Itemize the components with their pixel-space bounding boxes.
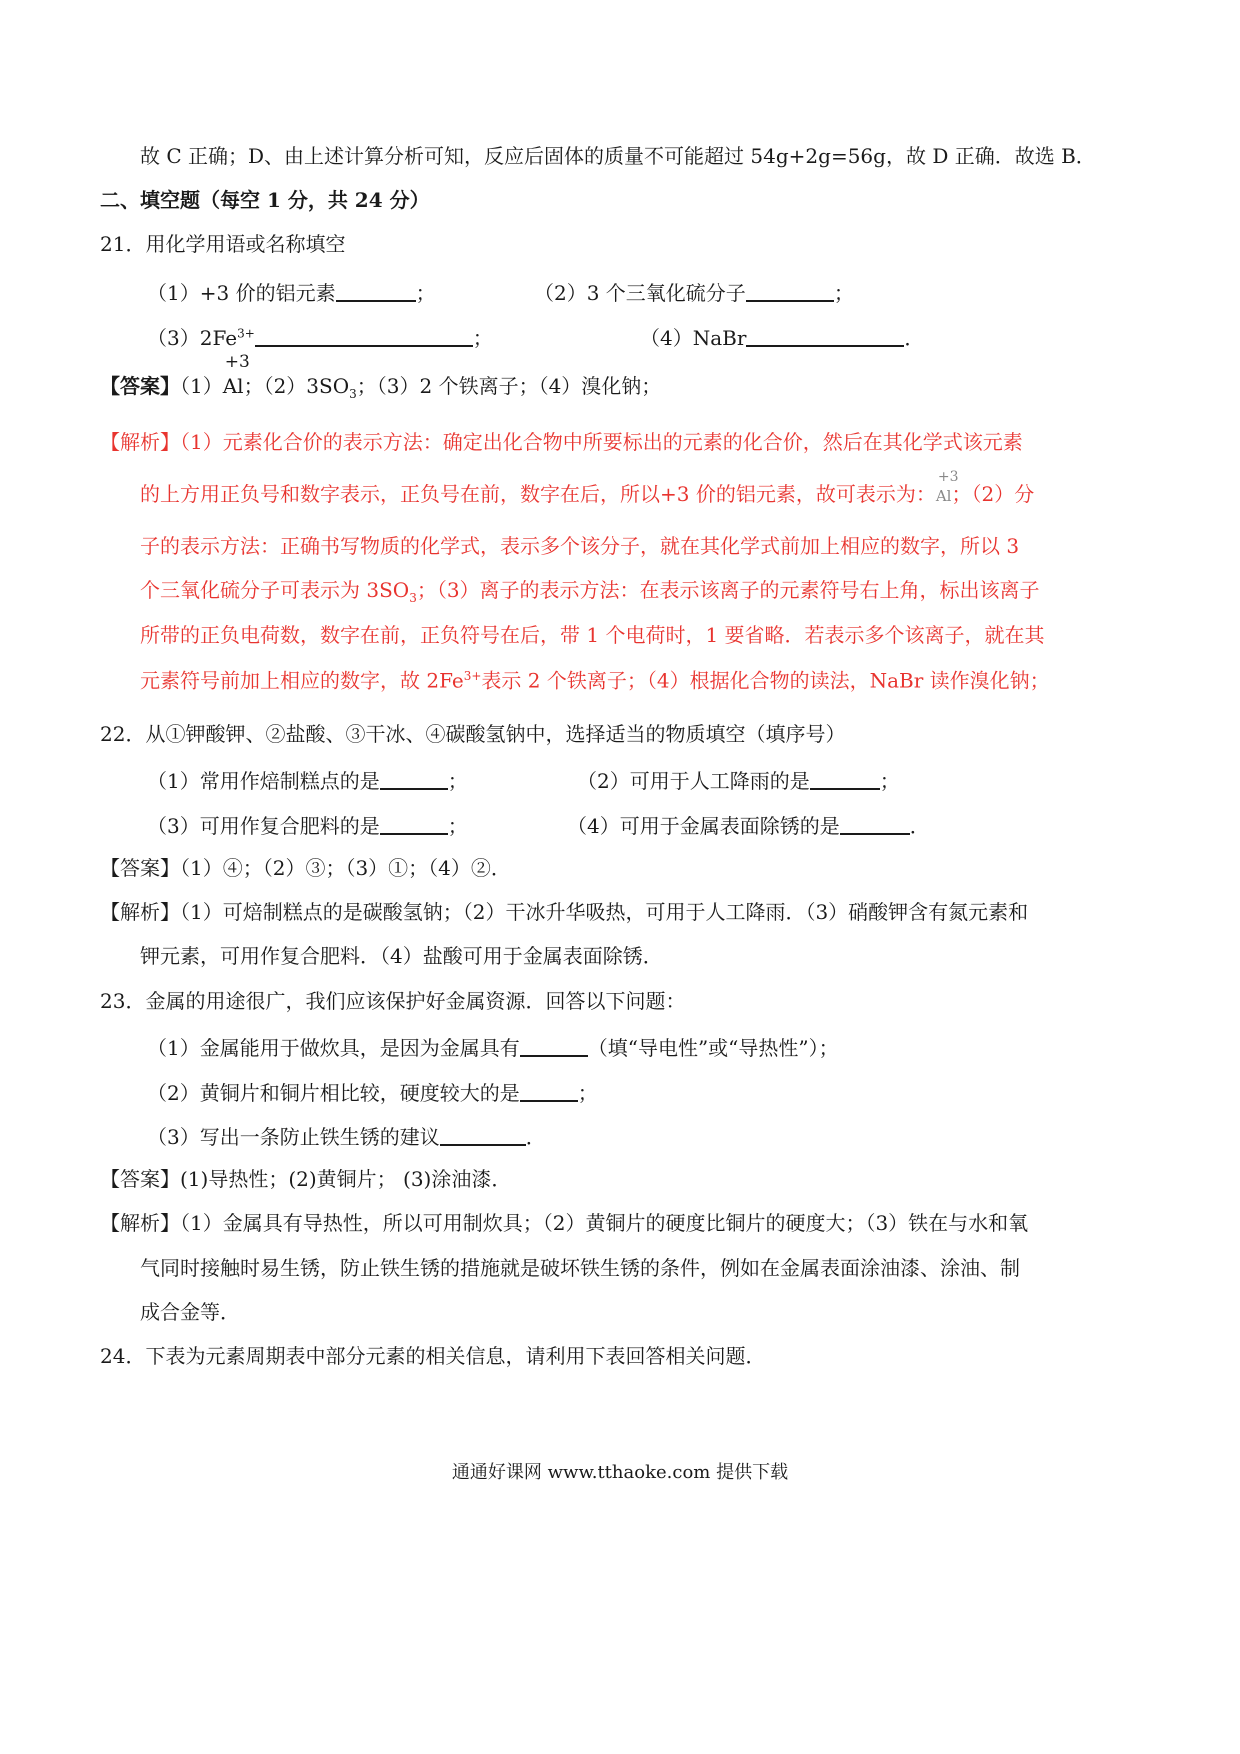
- q23-part3-blank[interactable]: [440, 1124, 526, 1146]
- answer-text: （1）: [180, 374, 223, 398]
- q21-part2: [534, 280, 854, 303]
- answer-text: ；（3）2 个铁离子；（4）溴化钠；: [356, 374, 662, 398]
- q23-analysis-line-3: 成合金等．: [140, 1300, 240, 1324]
- analysis-line-2: [140, 469, 1035, 506]
- subscript: 3: [409, 591, 417, 605]
- q22-part4: [567, 813, 930, 836]
- analysis-text: 的上方用正负号和数字表示，正负号在前，数字在后，所以+3 价的铝元素，故可表示为：: [140, 482, 936, 506]
- q22-part2-blank[interactable]: [810, 768, 880, 790]
- punct: ；: [447, 814, 468, 838]
- q23-part3-text: （3）写出一条防止铁生锈的建议: [147, 1125, 440, 1149]
- section-title: 二、填空题（每空 1 分，共 24 分）: [100, 188, 430, 212]
- q22-part2-text: （2）可用于人工降雨的是: [577, 769, 810, 793]
- valence-mark: +3: [224, 352, 250, 372]
- q23-part2: [147, 1080, 598, 1103]
- q22-part2: [577, 768, 900, 791]
- analysis-text: 个三氧化硫分子可表示为 3SO: [140, 578, 410, 602]
- analysis-line-3: 子的表示方法：正确书写物质的化学式，表示多个该分子，就在其化学式前加上相应的数字，所以 3: [140, 534, 1020, 558]
- q21-answer: [100, 352, 662, 401]
- q21-part2-text: （2）3 个三氧化硫分子: [534, 281, 746, 305]
- element-symbol: Al: [222, 374, 244, 398]
- q22-part4-text: （4）可用于金属表面除锈的是: [567, 814, 840, 838]
- q22-part3: [147, 813, 468, 836]
- analysis-text: 元素符号前加上相应的数字，故 2Fe: [140, 668, 464, 693]
- q21-part4: [640, 325, 924, 348]
- punct: ；: [447, 769, 468, 793]
- continuation-text: 故 C 正确；D、由上述计算分析可知，反应后固体的质量不可能超过 54g+2g=56g，故 D 正确．故选 B．: [140, 144, 1096, 168]
- punct: ；: [879, 769, 900, 793]
- superscript: 3+: [463, 669, 482, 683]
- q21-part3-text: （3）2Fe: [147, 326, 238, 350]
- q22-analysis-line-2: 钾元素，可用作复合肥料．（4）盐酸可用于金属表面除锈．: [140, 944, 663, 968]
- punct: ；: [415, 281, 436, 305]
- q23-part1-hint: （填“导电性”或“导热性”）；: [587, 1036, 839, 1060]
- analysis-text: 表示 2 个铁离子；（4）根据化合物的读法，NaBr 读作溴化钠；: [481, 668, 1050, 693]
- valence-mark: +3: [937, 469, 959, 485]
- q22-part1-text: （1）常用作焙制糕点的是: [147, 769, 380, 793]
- q23-part3: [147, 1124, 546, 1147]
- page-footer: 通通好课网 www.tthaoke.com 提供下载: [451, 1462, 789, 1483]
- analysis-line-5: 所带的正负电荷数，数字在前，正负符号在后，带 1 个电荷时，1 要省略．若表示多个该离子，就在其: [140, 623, 1045, 647]
- q21-stem: 21．用化学用语或名称填空: [100, 232, 346, 256]
- punct: ．: [904, 326, 925, 350]
- q22-part4-blank[interactable]: [840, 813, 910, 835]
- punct: ；: [833, 281, 854, 305]
- analysis-line-1: 【解析】（1）元素化合价的表示方法：确定出化合物中所要标出的元素的化合价，然后在其化学式该元素: [100, 430, 1023, 454]
- q23-analysis-line-2: 气同时接触时易生锈，防止铁生锈的措施就是破坏铁生锈的条件，例如在金属表面涂油漆、涂油、制: [140, 1256, 1020, 1280]
- punct: ；: [472, 326, 493, 350]
- subscript: 3: [349, 387, 357, 401]
- q22-part3-blank[interactable]: [380, 813, 448, 835]
- element-symbol: Al: [935, 487, 952, 505]
- q21-part3-blank[interactable]: [255, 325, 473, 347]
- answer-text: ；（2）3SO: [243, 374, 350, 398]
- q22-part1-blank[interactable]: [380, 768, 448, 790]
- q23-part1: [147, 1035, 839, 1058]
- analysis-line-4: [140, 580, 1040, 604]
- q23-answer: 【答案】(1)导热性；(2)黄铜片； (3)涂油漆．: [100, 1167, 512, 1191]
- q23-analysis-line-1: 【解析】（1）金属具有导热性，所以可用制炊具；（2）黄铜片的硬度比铜片的硬度大；（3）铁在与水和氧: [100, 1211, 1029, 1235]
- q23-part1-text: （1）金属能用于做炊具，是因为金属具有: [147, 1036, 520, 1060]
- q24-stem: 24．下表为元素周期表中部分元素的相关信息，请利用下表回答相关问题．: [100, 1344, 766, 1368]
- analysis-line-6: [140, 670, 1050, 691]
- punct: ．: [909, 814, 930, 838]
- q21-part1-text: （1）+3 价的铝元素: [147, 281, 336, 305]
- analysis-text: ；（3）离子的表示方法：在表示该离子的元素符号右上角，标出该离子: [416, 578, 1040, 602]
- q22-part3-text: （3）可用作复合肥料的是: [147, 814, 380, 838]
- q23-part2-text: （2）黄铜片和铜片相比较，硬度较大的是: [147, 1081, 520, 1105]
- analysis-text: ；（2）分: [951, 482, 1035, 506]
- q22-answer: 【答案】（1）④；（2）③；（3）①；（4）②．: [100, 856, 511, 880]
- q22-stem: 22．从①钾酸钾、②盐酸、③干冰、④碳酸氢钠中，选择适当的物质填空（填序号）: [100, 722, 846, 746]
- q23-part1-blank[interactable]: [520, 1035, 588, 1057]
- q21-part4-blank[interactable]: [746, 325, 904, 347]
- answer-label: 【答案】: [100, 374, 180, 398]
- q21-part1: [147, 280, 436, 303]
- q23-stem: 23．金属的用途很广，我们应该保护好金属资源．回答以下问题：: [100, 989, 686, 1013]
- q22-analysis-line-1: 【解析】（1）可焙制糕点的是碳酸氢钠；（2）干冰升华吸热，可用于人工降雨．（3）硝酸钾含有氮元素和: [100, 900, 1029, 924]
- punct: ；: [577, 1081, 598, 1105]
- q21-part3-charge: 3+: [237, 326, 255, 341]
- q22-part1: [147, 768, 468, 791]
- q21-part4-text: （4）NaBr: [640, 326, 747, 350]
- q21-part1-blank[interactable]: [336, 280, 416, 302]
- q21-part3: [147, 325, 493, 348]
- punct: ．: [525, 1125, 546, 1149]
- q23-part2-blank[interactable]: [520, 1080, 578, 1102]
- q21-part2-blank[interactable]: [746, 280, 834, 302]
